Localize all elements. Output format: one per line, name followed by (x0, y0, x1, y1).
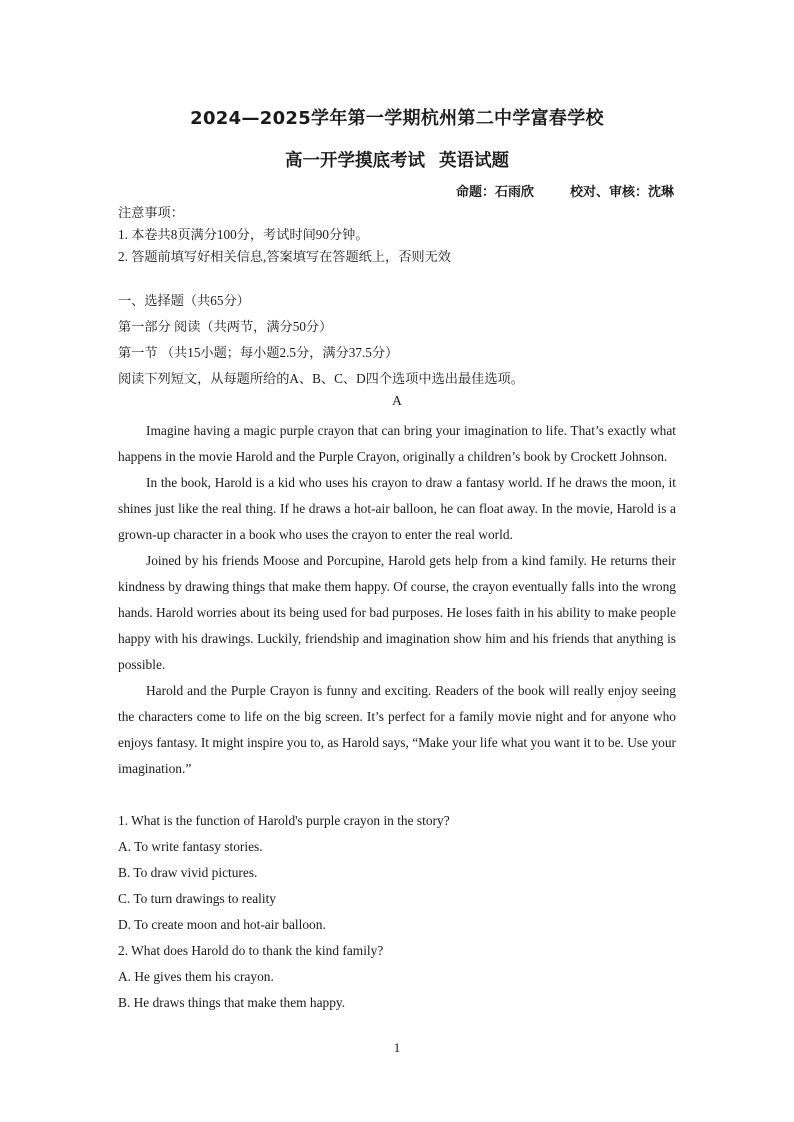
passage-label: A (392, 393, 402, 408)
note-item: 2. 答题前填写好相关信息,答案填写在答题纸上，否则无效 (118, 249, 451, 264)
reviewer-label: 校对、审核：沈琳 (569, 185, 674, 200)
exam-subtitle (0, 147, 794, 172)
option-d: D. To create moon and hot-air balloon. (118, 917, 326, 932)
passage-paragraph: Imagine having a magic purple crayon that can bring your imagination to life. That’s exactly what happens in the movie Harold and the Purple Crayon, originally a children’s book by Crockett Johnson. (118, 423, 676, 464)
subsection-title: 第一节 （共15小题；每小题2.5分，满分37.5分） (118, 345, 399, 360)
notes-block (118, 202, 676, 268)
option-a: A. He gives them his crayon. (118, 969, 274, 984)
exam-subject: 英语试题 (439, 151, 509, 171)
option-c: C. To turn drawings to reality (118, 891, 276, 906)
questions-block (118, 808, 676, 1016)
section-header (118, 288, 676, 392)
passage-paragraph: Harold and the Purple Crayon is funny and exciting. Readers of the book will really enjoy seeing the characters come to life on the big screen. It’s perfect for a family movie night and for anyone who enjoys fantasy. It might inspire you to, as Harold says, “Make your life what you want it to be. Use your imagination.” (118, 683, 676, 776)
option-b: B. To draw vivid pictures. (118, 865, 258, 880)
instruction-text: 阅读下列短文，从每题所给的A、B、C、D四个选项中选出最佳选项。 (118, 371, 524, 386)
passage-paragraph: Joined by his friends Moose and Porcupine, Harold gets help from a kind family. He returns their kindness by drawing things that make them happy. Of course, the crayon eventually falls into the wrong hands. Harold worries about its being used for bad purposes. He loses faith in his ability to make people happy with his drawings. Luckily, friendship and imagination show him and his friends that anything is possible. (118, 553, 676, 672)
reading-passage (118, 418, 676, 782)
notes-heading: 注意事项： (118, 205, 184, 220)
exam-authors (456, 181, 674, 200)
option-a: A. To write fantasy stories. (118, 839, 263, 854)
sub-title: 第一部分 阅读（共两节，满分50分） (118, 319, 333, 334)
option-b: B. He draws things that make them happy. (118, 995, 346, 1010)
note-item: 1. 本卷共8页满分100分，考试时间90分钟。 (118, 227, 369, 242)
page-number: 1 (393, 1040, 401, 1055)
question-stem: 2. What does Harold do to thank the kind family? (118, 943, 384, 958)
question-stem: 1. What is the function of Harold's purple crayon in the story? (118, 813, 450, 828)
setter-label: 命题：石雨欣 (455, 185, 534, 200)
part-title: 一、选择题（共65分） (118, 293, 250, 308)
passage-paragraph: In the book, Harold is a kid who uses his crayon to draw a fantasy world. If he draws the moon, it shines just like the real thing. If he draws a hot-air balloon, he can float away. In the movie, Harold is a grown-up character in a book who uses the crayon to enter the real world. (118, 475, 676, 542)
exam-title: 2024—2025学年第一学期杭州第二中学富春学校 (190, 108, 604, 129)
exam-subtitle-name: 高一开学摸底考试 (285, 151, 425, 171)
